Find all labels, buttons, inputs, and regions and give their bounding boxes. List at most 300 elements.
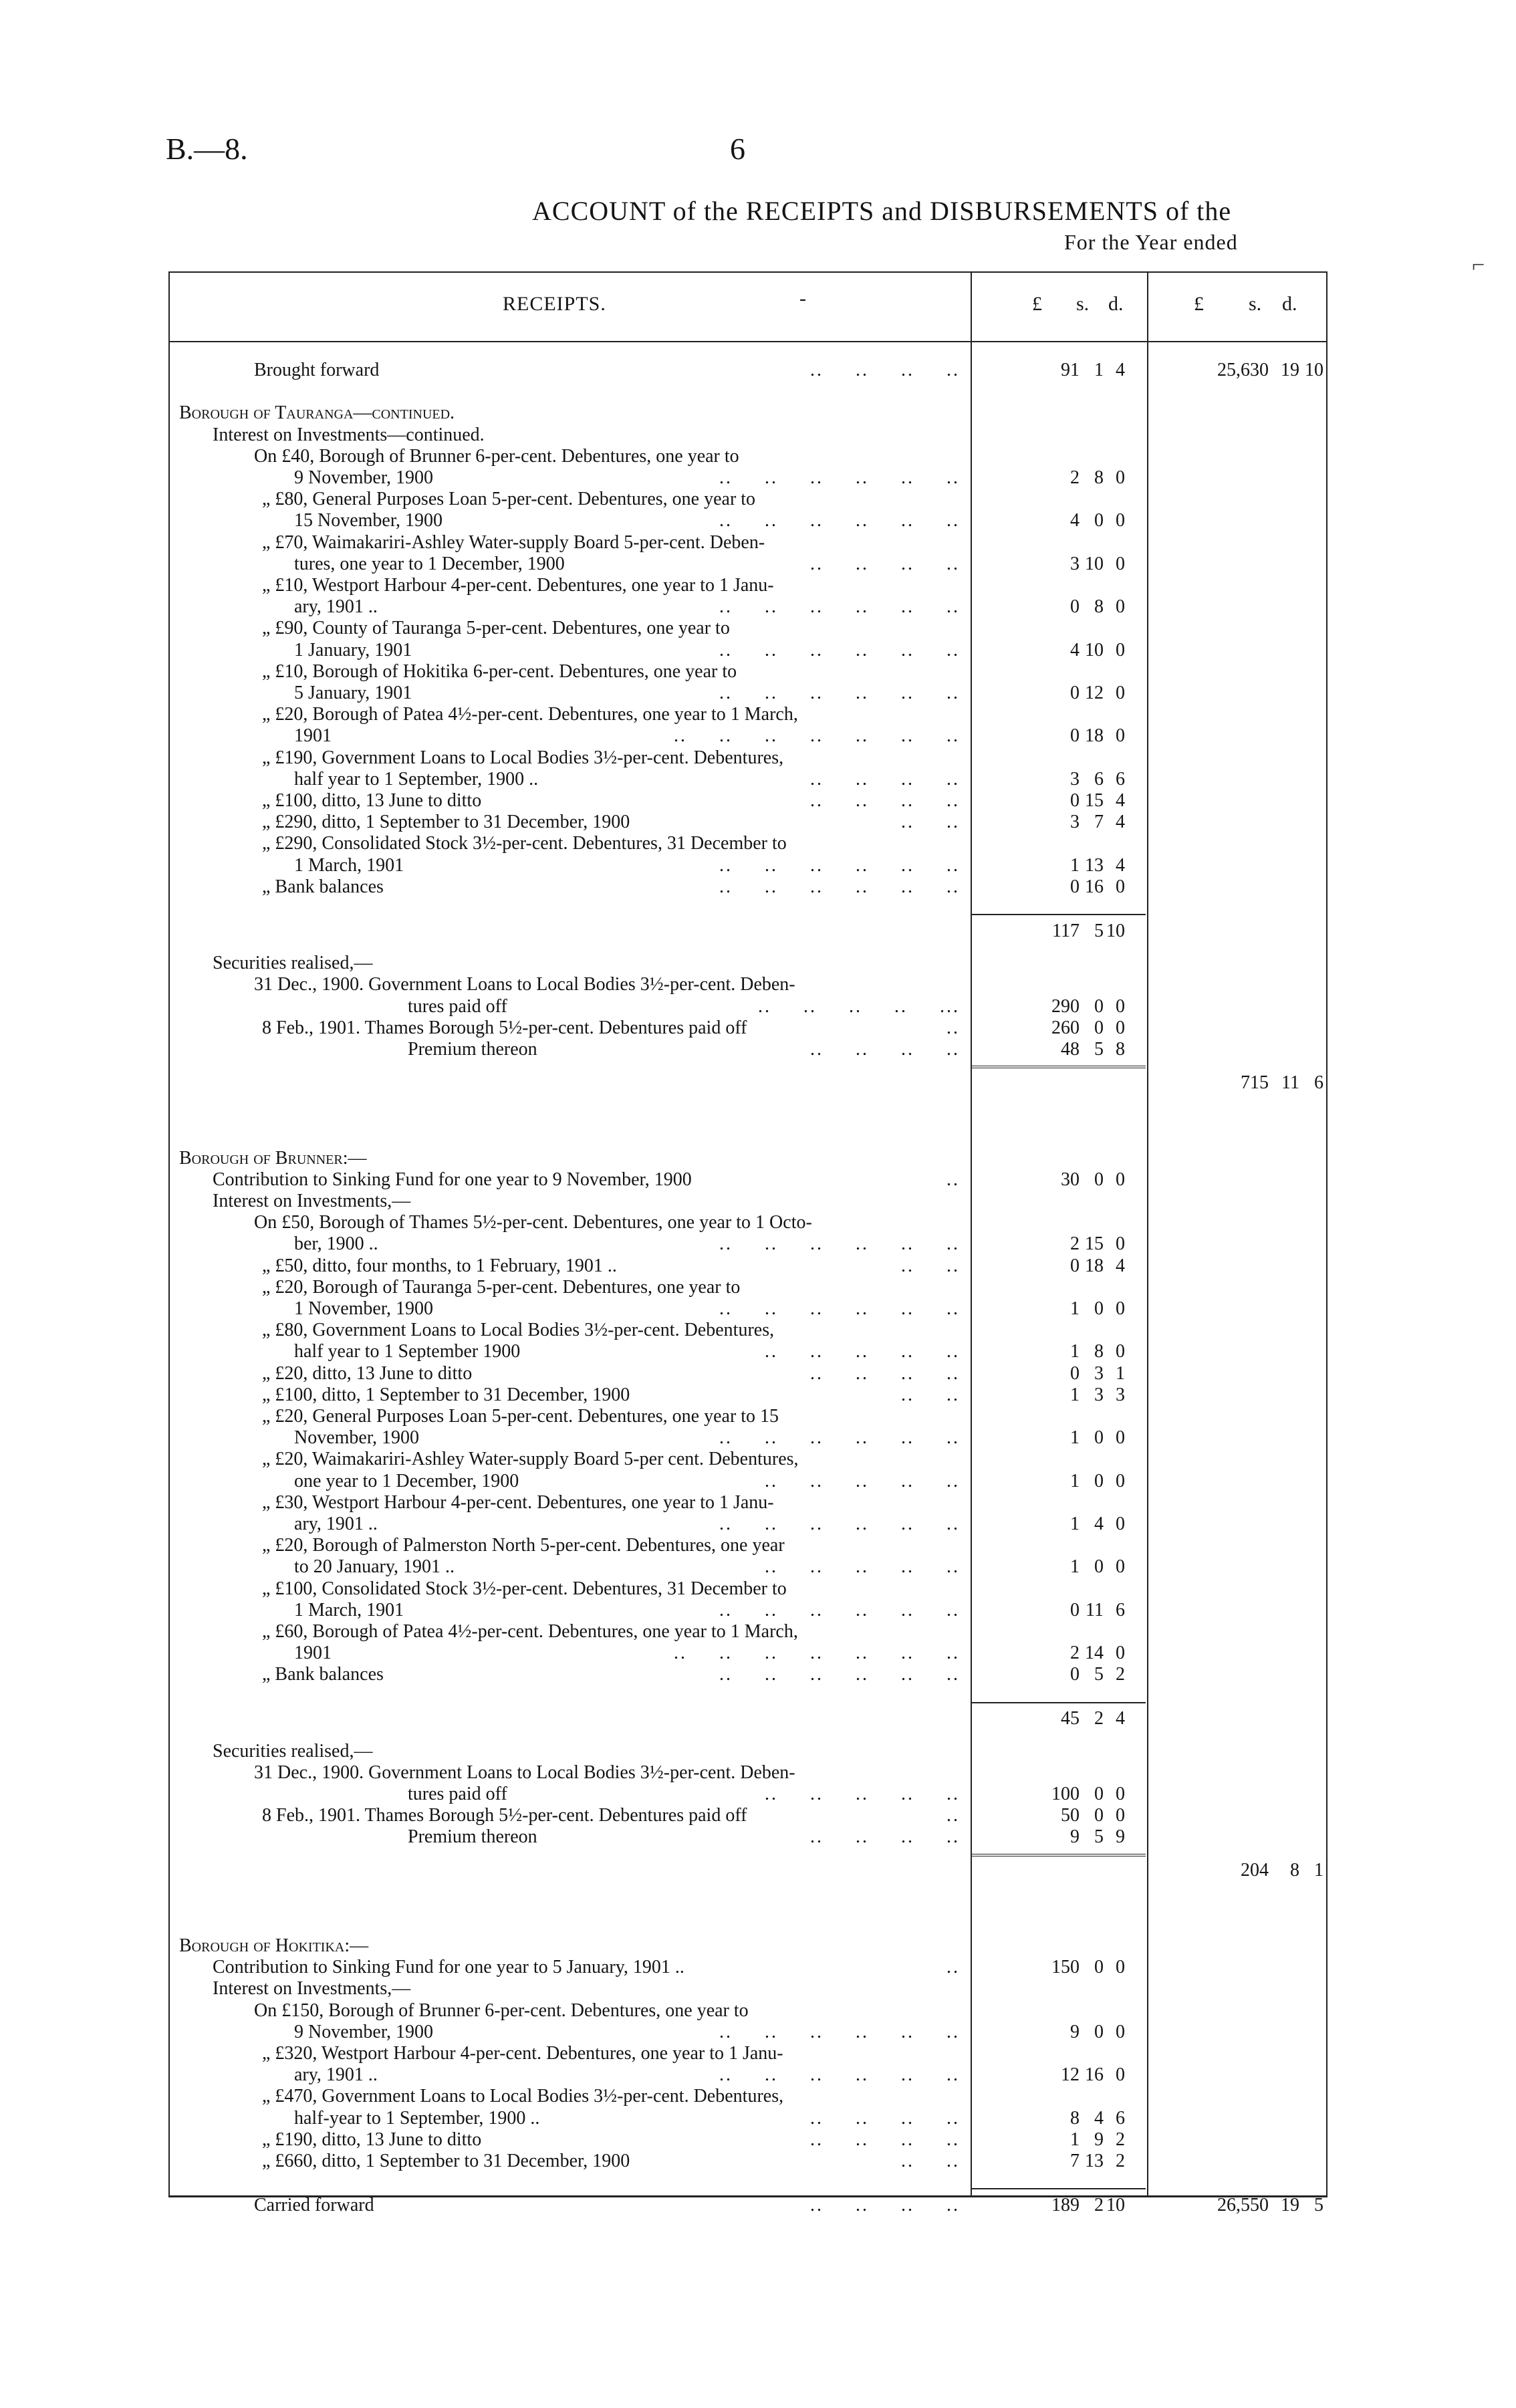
leader-dots: .. .. .. .. .. bbox=[765, 1556, 960, 1578]
leader-dots: .. .. .. .. .. .. bbox=[719, 467, 960, 488]
leader-dots: .. .. .. .. bbox=[810, 1826, 960, 1848]
leader-dots: .. .. .. .. .. .. bbox=[719, 596, 960, 618]
row-label: „ £10, Westport Harbour 4-per-cent. Debentures, one year to 1 Janu- bbox=[262, 575, 774, 596]
margin-mark: ⌐ bbox=[1472, 253, 1485, 277]
pence-header-inner: d. bbox=[1108, 293, 1124, 315]
inner-pounds: 100 bbox=[1051, 1784, 1080, 1805]
row-label: half year to 1 September, 1900 .. bbox=[294, 768, 539, 790]
row-label: ary, 1901 .. bbox=[294, 2064, 378, 2086]
inner-pence: 0 bbox=[1116, 725, 1125, 747]
leader-dots: .. .. .. .. bbox=[810, 2107, 960, 2129]
leader-dots: .. .. .. .. .. .. bbox=[719, 1427, 960, 1449]
row-label: 31 Dec., 1900. Government Loans to Local Bodies 3½-per-cent. Deben- bbox=[254, 974, 795, 995]
table-row bbox=[0, 876, 1516, 898]
row-label: „ £320, Westport Harbour 4-per-cent. Debentures, one year to 1 Janu- bbox=[262, 2043, 783, 2064]
inner-pounds: 0 bbox=[1070, 725, 1080, 747]
inner-pounds: 0 bbox=[1070, 596, 1080, 618]
inner-shillings: 0 bbox=[1094, 510, 1104, 531]
row-label: 8 Feb., 1901. Thames Borough 5½-per-cent. Debentures paid off bbox=[262, 1805, 747, 1826]
inner-shillings: 0 bbox=[1094, 1805, 1104, 1826]
inner-pounds: 50 bbox=[1061, 1805, 1080, 1826]
leader-dots: .. .. .. .. .. .. bbox=[719, 2064, 960, 2086]
table-row bbox=[0, 1784, 1516, 1805]
table-row bbox=[0, 769, 1516, 790]
inner-pounds: 3 bbox=[1070, 812, 1080, 833]
inner-shillings: 3 bbox=[1094, 1362, 1104, 1384]
inner-pounds: 0 bbox=[1070, 1255, 1080, 1276]
inner-shillings: 2 bbox=[1094, 2195, 1104, 2216]
receipts-column-header: RECEIPTS. bbox=[503, 293, 606, 315]
row-label: Contribution to Sinking Fund for one year to 9 November, 1900 bbox=[213, 1169, 692, 1190]
inner-pence: 0 bbox=[1116, 2021, 1125, 2042]
inner-pence: 4 bbox=[1116, 790, 1125, 811]
subtotal-rule bbox=[971, 914, 1146, 915]
table-row bbox=[0, 1363, 1516, 1384]
leader-dots: .. .. .. .. .. .. bbox=[719, 683, 960, 703]
inner-pounds: 0 bbox=[1070, 1664, 1080, 1685]
table-row bbox=[0, 1805, 1516, 1826]
inner-pounds: 150 bbox=[1051, 1957, 1080, 1978]
table-row bbox=[0, 1427, 1516, 1449]
row-label: Contribution to Sinking Fund for one year to 5 January, 1901 .. bbox=[213, 1957, 684, 1978]
inner-pence: 10 bbox=[1106, 2195, 1125, 2216]
table-row bbox=[0, 2108, 1516, 2129]
inner-pounds: 4 bbox=[1070, 510, 1080, 531]
leader-dots: .. .. .. .. .. .. bbox=[719, 2021, 960, 2042]
row-label: half year to 1 September 1900 bbox=[294, 1341, 521, 1362]
inner-pence: 0 bbox=[1116, 1805, 1125, 1826]
inner-shillings: 11 bbox=[1086, 1599, 1104, 1620]
row-label: On £150, Borough of Brunner 6-per-cent. Debentures, one year to bbox=[254, 2000, 749, 2021]
leader-dots: .. .. .. .. bbox=[810, 2129, 960, 2150]
inner-pence: 0 bbox=[1116, 995, 1125, 1017]
leader-dots: .. .. .. .. .. .. .. bbox=[674, 725, 960, 747]
table-row bbox=[0, 661, 1516, 683]
table-row bbox=[0, 425, 1516, 446]
inner-shillings: 0 bbox=[1094, 1957, 1104, 1978]
inner-pounds: 7 bbox=[1070, 2151, 1080, 2172]
inner-pence: 0 bbox=[1116, 1784, 1125, 1805]
table-row bbox=[0, 402, 1516, 424]
row-label: „ £100, ditto, 1 September to 31 December, 1900 bbox=[262, 1384, 630, 1405]
inner-pence: 0 bbox=[1116, 1017, 1125, 1038]
row-label: „ £70, Waimakariri-Ashley Water-supply Board 5-per-cent. Deben- bbox=[262, 531, 765, 553]
inner-pence: 0 bbox=[1116, 1298, 1125, 1319]
row-label: tures paid off bbox=[408, 995, 507, 1017]
table-row bbox=[0, 575, 1516, 596]
inner-shillings: 6 bbox=[1094, 768, 1104, 790]
inner-pence: 0 bbox=[1116, 639, 1125, 660]
inner-pounds: 3 bbox=[1070, 768, 1080, 790]
outer-pence: 1 bbox=[1314, 1860, 1323, 1881]
inner-pence: 6 bbox=[1116, 1599, 1125, 1620]
table-row bbox=[0, 1017, 1516, 1039]
inner-pounds: 45 bbox=[1061, 1708, 1080, 1729]
row-label: 1 November, 1900 bbox=[294, 1298, 434, 1319]
inner-shillings: 10 bbox=[1085, 639, 1104, 660]
row-label: Borough of Tauranga—continued. bbox=[179, 402, 455, 424]
inner-pounds: 0 bbox=[1070, 876, 1080, 897]
inner-pounds: 30 bbox=[1061, 1169, 1080, 1190]
table-row bbox=[0, 640, 1516, 661]
outer-shillings: 19 bbox=[1281, 360, 1299, 380]
inner-pence: 8 bbox=[1116, 1038, 1125, 1060]
inner-shillings: 15 bbox=[1085, 1233, 1104, 1255]
inner-pounds: 9 bbox=[1070, 1826, 1080, 1848]
table-row bbox=[0, 1039, 1516, 1060]
inner-shillings: 13 bbox=[1085, 854, 1104, 876]
inner-pounds: 1 bbox=[1070, 854, 1080, 876]
inner-shillings: 0 bbox=[1094, 995, 1104, 1017]
inner-pounds: 1 bbox=[1070, 1298, 1080, 1319]
header-dash-mark: - bbox=[799, 287, 806, 310]
table-row bbox=[0, 2129, 1516, 2151]
table-row bbox=[0, 1621, 1516, 1643]
table-row bbox=[0, 1708, 1516, 1729]
table-row bbox=[0, 2064, 1516, 2086]
inner-pence: 0 bbox=[1116, 553, 1125, 574]
table-row bbox=[0, 1643, 1516, 1664]
inner-pounds: 0 bbox=[1070, 790, 1080, 811]
inner-shillings: 0 bbox=[1094, 1470, 1104, 1491]
table-row bbox=[0, 974, 1516, 995]
table-row bbox=[0, 446, 1516, 467]
table-row bbox=[0, 1514, 1516, 1535]
leader-dots: .. .. .. .. .. .. bbox=[719, 1233, 960, 1255]
inner-shillings: 4 bbox=[1094, 1513, 1104, 1534]
table-row bbox=[0, 1762, 1516, 1784]
inner-shillings: 0 bbox=[1094, 1427, 1104, 1449]
row-label: 8 Feb., 1901. Thames Borough 5½-per-cent. Debentures paid off bbox=[262, 1017, 747, 1038]
row-label: 9 November, 1900 bbox=[294, 467, 434, 488]
outer-pounds: 204 bbox=[1241, 1860, 1269, 1881]
inner-shillings: 5 bbox=[1094, 1826, 1104, 1848]
outer-shillings: 11 bbox=[1281, 1072, 1299, 1093]
inner-pounds: 1 bbox=[1070, 1513, 1080, 1534]
leader-dots: .. .. .. .. .. bbox=[765, 1784, 960, 1805]
table-row bbox=[0, 2086, 1516, 2107]
table-row bbox=[0, 1212, 1516, 1233]
row-label: Interest on Investments,— bbox=[213, 1978, 411, 2000]
row-label: half-year to 1 September, 1900 .. bbox=[294, 2107, 540, 2129]
table-row bbox=[0, 1126, 1516, 1147]
shillings-header-inner: s. bbox=[1076, 293, 1090, 315]
table-row bbox=[0, 360, 1516, 381]
inner-shillings: 8 bbox=[1094, 596, 1104, 618]
table-row bbox=[0, 996, 1516, 1017]
table-row bbox=[0, 1741, 1516, 1762]
inner-shillings: 0 bbox=[1094, 1169, 1104, 1190]
inner-pounds: 48 bbox=[1061, 1038, 1080, 1060]
row-label: to 20 January, 1901 .. bbox=[294, 1556, 455, 1578]
inner-pounds: 2 bbox=[1070, 467, 1080, 488]
inner-pounds: 260 bbox=[1051, 1017, 1080, 1038]
inner-pence: 0 bbox=[1116, 510, 1125, 531]
inner-shillings: 9 bbox=[1094, 2129, 1104, 2150]
table-row bbox=[0, 1826, 1516, 1848]
leader-dots: .. .. .. .. .. .. .. bbox=[674, 1643, 960, 1664]
row-label: ary, 1901 .. bbox=[294, 1513, 378, 1534]
leader-dots: .. .. .. .. .. .. bbox=[719, 876, 960, 897]
subtotal-rule bbox=[971, 2188, 1146, 2189]
inner-pounds: 189 bbox=[1051, 2195, 1080, 2216]
table-row bbox=[0, 921, 1516, 942]
table-row bbox=[0, 489, 1516, 510]
outer-shillings: 8 bbox=[1290, 1860, 1299, 1881]
leader-dots: .. .. .. .. ... bbox=[758, 995, 960, 1017]
inner-shillings: 16 bbox=[1085, 876, 1104, 897]
leader-dots: .. bbox=[946, 1169, 960, 1190]
row-label: 1 January, 1901 bbox=[294, 639, 412, 660]
leader-dots: .. .. .. .. bbox=[810, 553, 960, 574]
page-reference: B.—8. bbox=[166, 132, 248, 166]
leader-dots: .. .. .. .. .. .. bbox=[719, 510, 960, 531]
inner-shillings: 0 bbox=[1094, 2021, 1104, 2042]
inner-shillings: 0 bbox=[1094, 1556, 1104, 1578]
inner-pounds: 8 bbox=[1070, 2107, 1080, 2129]
inner-pounds: 12 bbox=[1061, 2064, 1080, 2086]
leader-dots: .. .. .. .. bbox=[810, 1362, 960, 1384]
row-label: „ £290, ditto, 1 September to 31 December, 1900 bbox=[262, 812, 630, 833]
row-label: „ £100, Consolidated Stock 3½-per-cent. Debentures, 31 December to bbox=[262, 1578, 787, 1599]
row-label: tures paid off bbox=[408, 1784, 507, 1805]
table-row bbox=[0, 510, 1516, 531]
inner-pounds: 1 bbox=[1070, 1556, 1080, 1578]
row-label: „ £20, ditto, 13 June to ditto bbox=[262, 1362, 473, 1384]
row-label: 1901 bbox=[294, 1643, 332, 1664]
table-row bbox=[0, 1914, 1516, 1935]
table-row bbox=[0, 747, 1516, 769]
inner-pence: 0 bbox=[1116, 876, 1125, 897]
inner-pounds: 0 bbox=[1070, 1599, 1080, 1620]
inner-pence: 0 bbox=[1116, 1470, 1125, 1491]
inner-shillings: 8 bbox=[1094, 1341, 1104, 1362]
inner-shillings: 5 bbox=[1094, 1038, 1104, 1060]
inner-shillings: 1 bbox=[1094, 360, 1104, 380]
inner-pence: 9 bbox=[1116, 1826, 1125, 1848]
inner-pence: 1 bbox=[1116, 1362, 1125, 1384]
row-label: Interest on Investments,— bbox=[213, 1190, 411, 1211]
inner-pence: 0 bbox=[1116, 1233, 1125, 1255]
row-label: Borough of Hokitika:— bbox=[179, 1935, 369, 1957]
table-row bbox=[0, 1664, 1516, 1685]
row-label: Securities realised,— bbox=[213, 953, 373, 974]
inner-pounds: 1 bbox=[1070, 2129, 1080, 2150]
table-row bbox=[0, 1978, 1516, 2000]
leader-dots: .. .. bbox=[901, 2151, 960, 2172]
row-label: „ £470, Government Loans to Local Bodies 3½-per-cent. Debentures, bbox=[262, 2086, 784, 2107]
inner-pounds: 91 bbox=[1061, 360, 1080, 380]
leader-dots: .. .. bbox=[901, 1384, 960, 1405]
row-label: „ £10, Borough of Hokitika 6-per-cent. Debentures, one year to bbox=[262, 660, 737, 682]
row-label: „ £80, Government Loans to Local Bodies 3½-per-cent. Debentures, bbox=[262, 1320, 775, 1341]
inner-shillings: 0 bbox=[1094, 1298, 1104, 1319]
inner-pence: 4 bbox=[1116, 854, 1125, 876]
inner-shillings: 10 bbox=[1085, 553, 1104, 574]
inner-pence: 10 bbox=[1106, 920, 1125, 941]
inner-pence: 4 bbox=[1116, 360, 1125, 380]
inner-pence: 0 bbox=[1116, 1341, 1125, 1362]
row-label: „ £20, General Purposes Loan 5-per-cent. Debentures, one year to 15 bbox=[262, 1405, 779, 1427]
inner-shillings: 2 bbox=[1094, 1708, 1104, 1729]
table-row bbox=[0, 1320, 1516, 1341]
inner-pounds: 0 bbox=[1070, 683, 1080, 703]
row-label: 31 Dec., 1900. Government Loans to Local Bodies 3½-per-cent. Deben- bbox=[254, 1762, 795, 1783]
row-label: „ £20, Borough of Patea 4½-per-cent. Debentures, one year to 1 March, bbox=[262, 704, 798, 725]
table-row bbox=[0, 1600, 1516, 1621]
row-label: 9 November, 1900 bbox=[294, 2021, 434, 2042]
inner-pounds: 290 bbox=[1051, 995, 1080, 1017]
inner-pounds: 2 bbox=[1070, 1233, 1080, 1255]
table-row bbox=[0, 1449, 1516, 1470]
inner-shillings: 5 bbox=[1094, 920, 1104, 941]
inner-pence: 0 bbox=[1116, 683, 1125, 703]
outer-pence: 6 bbox=[1314, 1072, 1323, 1093]
inner-shillings: 4 bbox=[1094, 2107, 1104, 2129]
shillings-header-outer: s. bbox=[1249, 293, 1262, 315]
row-label: 1 March, 1901 bbox=[294, 1599, 404, 1620]
table-row bbox=[0, 532, 1516, 554]
leader-dots: .. .. .. .. bbox=[810, 790, 960, 811]
inner-pence: 0 bbox=[1116, 2064, 1125, 2086]
inner-shillings: 8 bbox=[1094, 467, 1104, 488]
row-label: 15 November, 1900 bbox=[294, 510, 443, 531]
table-row bbox=[0, 2151, 1516, 2172]
inner-pence: 0 bbox=[1116, 596, 1125, 618]
pounds-header-outer: £ bbox=[1194, 293, 1204, 315]
leader-dots: .. .. bbox=[901, 812, 960, 833]
inner-pounds: 2 bbox=[1070, 1643, 1080, 1664]
row-label: „ £190, ditto, 13 June to ditto bbox=[262, 2129, 482, 2150]
inner-shillings: 18 bbox=[1085, 1255, 1104, 1276]
leader-dots: .. bbox=[946, 1017, 960, 1038]
row-label: „ Bank balances bbox=[262, 1664, 384, 1685]
row-label: „ £190, Government Loans to Local Bodies 3½-per-cent. Debentures, bbox=[262, 747, 784, 768]
row-label: ary, 1901 .. bbox=[294, 596, 378, 618]
row-label: tures, one year to 1 December, 1900 bbox=[294, 553, 565, 574]
row-label: one year to 1 December, 1900 bbox=[294, 1470, 519, 1491]
table-row bbox=[0, 1298, 1516, 1320]
outer-pounds: 26,550 bbox=[1217, 2195, 1269, 2216]
inner-pence: 0 bbox=[1116, 467, 1125, 488]
table-row bbox=[0, 1935, 1516, 1957]
outer-pence: 10 bbox=[1305, 360, 1323, 380]
document-title: ACCOUNT of the RECEIPTS and DISBURSEMENTS of the bbox=[532, 196, 1232, 226]
leader-dots: .. .. .. .. bbox=[810, 2195, 960, 2216]
outer-pounds: 25,630 bbox=[1217, 360, 1269, 380]
row-label: Interest on Investments—continued. bbox=[213, 424, 485, 445]
table-row bbox=[0, 1492, 1516, 1514]
table-row bbox=[0, 1957, 1516, 1978]
page-number: 6 bbox=[730, 132, 745, 166]
table-row bbox=[0, 953, 1516, 974]
inner-shillings: 12 bbox=[1085, 683, 1104, 703]
inner-pence: 6 bbox=[1116, 768, 1125, 790]
row-label: On £50, Borough of Thames 5½-per-cent. Debentures, one year to 1 Octo- bbox=[254, 1212, 812, 1233]
table-row bbox=[0, 1535, 1516, 1556]
inner-shillings: 3 bbox=[1094, 1384, 1104, 1405]
inner-shillings: 13 bbox=[1085, 2151, 1104, 2172]
row-label: Borough of Brunner:— bbox=[179, 1147, 367, 1169]
double-total-rule bbox=[971, 1066, 1146, 1068]
outer-pence: 5 bbox=[1314, 2195, 1323, 2216]
inner-pence: 3 bbox=[1116, 1384, 1125, 1405]
leader-dots: .. bbox=[946, 1805, 960, 1826]
table-row bbox=[0, 554, 1516, 575]
row-label: „ £20, Borough of Tauranga 5-per-cent. Debentures, one year to bbox=[262, 1276, 741, 1298]
row-label: ber, 1900 .. bbox=[294, 1233, 378, 1255]
inner-shillings: 15 bbox=[1085, 790, 1104, 811]
table-row bbox=[0, 618, 1516, 639]
leader-dots: .. .. .. .. .. .. bbox=[719, 1298, 960, 1319]
inner-pence: 0 bbox=[1116, 1957, 1125, 1978]
row-label: Premium thereon bbox=[408, 1826, 537, 1848]
inner-pence: 4 bbox=[1116, 812, 1125, 833]
leader-dots: .. .. .. .. .. .. bbox=[719, 1599, 960, 1620]
row-label: „ £30, Westport Harbour 4-per-cent. Debentures, one year to 1 Janu- bbox=[262, 1491, 774, 1513]
row-label: „ £50, ditto, four months, to 1 February, 1901 .. bbox=[262, 1255, 617, 1276]
table-row bbox=[0, 2022, 1516, 2043]
row-label: „ £80, General Purposes Loan 5-per-cent. Debentures, one year to bbox=[262, 489, 756, 510]
table-row bbox=[0, 1255, 1516, 1277]
row-label: „ £20, Waimakariri-Ashley Water-supply Board 5-per cent. Debentures, bbox=[262, 1449, 799, 1470]
table-row bbox=[0, 1169, 1516, 1191]
table-row bbox=[0, 1191, 1516, 1212]
inner-pounds: 117 bbox=[1052, 920, 1080, 941]
leader-dots: .. .. .. .. bbox=[810, 768, 960, 790]
row-label: 1901 bbox=[294, 725, 332, 747]
row-label: November, 1900 bbox=[294, 1427, 420, 1449]
inner-pence: 0 bbox=[1116, 1169, 1125, 1190]
table-row bbox=[0, 790, 1516, 812]
inner-shillings: 0 bbox=[1094, 1784, 1104, 1805]
inner-pounds: 1 bbox=[1070, 1427, 1080, 1449]
table-row bbox=[0, 1578, 1516, 1600]
table-row bbox=[0, 812, 1516, 833]
inner-pence: 2 bbox=[1116, 2129, 1125, 2150]
inner-pence: 0 bbox=[1116, 1556, 1125, 1578]
row-label: On £40, Borough of Brunner 6-per-cent. Debentures, one year to bbox=[254, 445, 739, 467]
table-row bbox=[0, 1860, 1516, 1881]
row-label: „ £660, ditto, 1 September to 31 December, 1900 bbox=[262, 2151, 630, 2172]
table-row bbox=[0, 683, 1516, 704]
inner-shillings: 16 bbox=[1085, 2064, 1104, 2086]
table-row bbox=[0, 1384, 1516, 1406]
table-row bbox=[0, 1341, 1516, 1362]
row-label: Brought forward bbox=[254, 360, 380, 380]
row-label: Premium thereon bbox=[408, 1038, 537, 1060]
inner-pounds: 3 bbox=[1070, 553, 1080, 574]
inner-pence: 6 bbox=[1116, 2107, 1125, 2129]
table-row bbox=[0, 2195, 1516, 2216]
row-label: „ £20, Borough of Palmerston North 5-per-cent. Debentures, one year bbox=[262, 1535, 785, 1556]
inner-pence: 4 bbox=[1116, 1708, 1125, 1729]
row-label: „ £60, Borough of Patea 4½-per-cent. Debentures, one year to 1 March, bbox=[262, 1620, 798, 1642]
table-row bbox=[0, 1233, 1516, 1255]
row-label: „ £100, ditto, 13 June to ditto bbox=[262, 790, 482, 811]
outer-pounds: 715 bbox=[1241, 1072, 1269, 1093]
table-row bbox=[0, 1471, 1516, 1492]
inner-pounds: 1 bbox=[1070, 1341, 1080, 1362]
leader-dots: .. bbox=[946, 1957, 960, 1978]
table-row bbox=[0, 833, 1516, 854]
leader-dots: .. .. .. .. bbox=[810, 1038, 960, 1060]
pence-header-outer: d. bbox=[1282, 293, 1297, 315]
leader-dots: .. .. .. .. .. bbox=[765, 1341, 960, 1362]
inner-shillings: 14 bbox=[1085, 1643, 1104, 1664]
table-row bbox=[0, 1277, 1516, 1298]
inner-pence: 4 bbox=[1116, 1255, 1125, 1276]
